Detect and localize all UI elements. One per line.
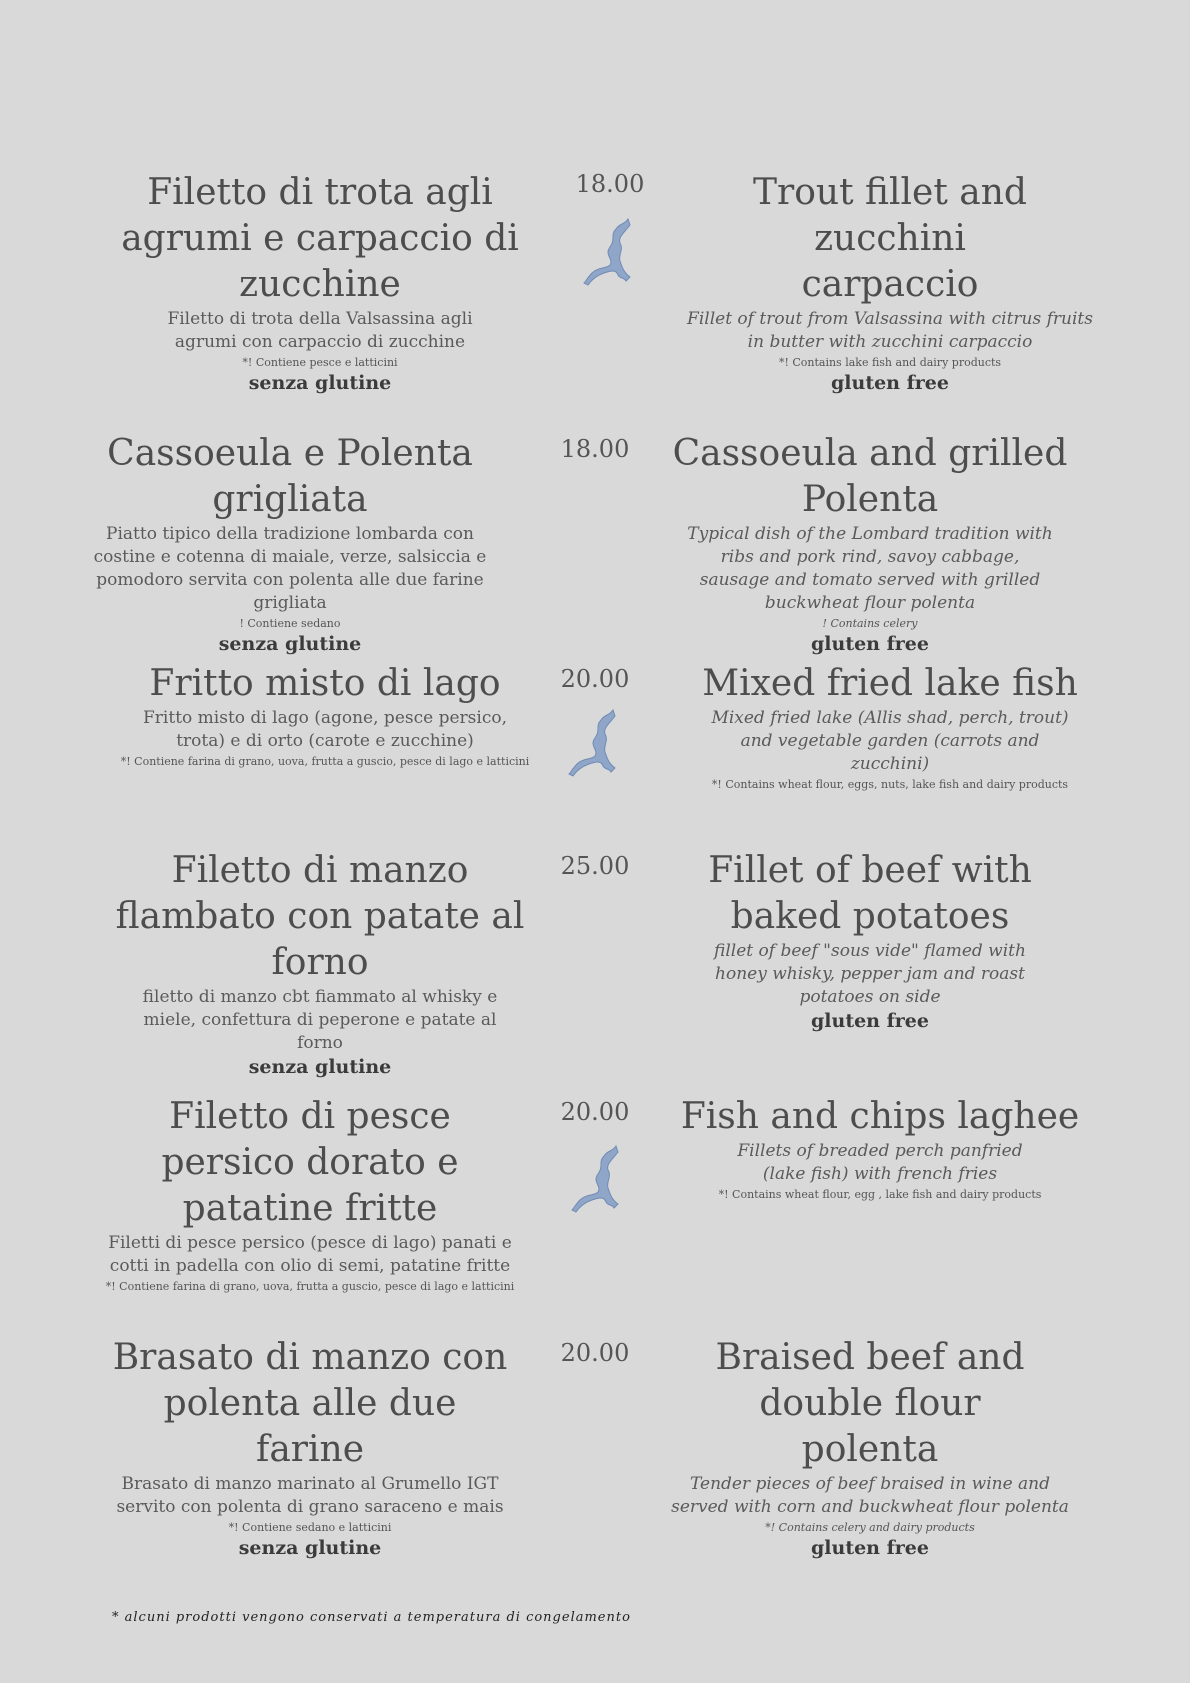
- dish-desc-it: Filetto di trota della Valsassina agli agrumi con carpaccio di zucchine: [167, 309, 473, 352]
- dish-italian: [60, 1094, 560, 1295]
- dish-italian: [60, 1335, 560, 1560]
- lake-icon: [568, 1142, 628, 1214]
- dish-price: 18.00: [560, 435, 630, 463]
- gluten-free-label-en: gluten free: [811, 633, 929, 655]
- gluten-free-label-en: gluten free: [831, 372, 949, 394]
- dish-desc-it: Brasato di manzo marinato al Grumello IGT servito con polenta di grano saraceno e mais: [116, 1474, 504, 1517]
- gluten-free-label-it: senza glutine: [248, 372, 392, 394]
- dish-title-it: Filetto di manzo flambato con patate al forno: [115, 850, 525, 983]
- gluten-free-label-it: senza glutine: [238, 1537, 382, 1559]
- dish-title-en: Mixed fried lake fish: [702, 663, 1078, 704]
- dish-title-it: Cassoeula e Polenta grigliata: [107, 433, 473, 520]
- dish-desc-it: Fritto misto di lago (agone, pesce persico, trota) e di orto (carote e zucchine): [143, 708, 507, 751]
- gluten-free-label-it: senza glutine: [218, 633, 362, 655]
- dish-price: 20.00: [560, 1339, 630, 1367]
- dish-price: 20.00: [560, 1098, 630, 1126]
- dish-desc-en: fillet of beef "sous vide" flamed with honey whisky, pepper jam and roast potatoes on side: [714, 941, 1026, 1007]
- dish-price: 18.00: [575, 170, 645, 198]
- dish-title-it: Fritto misto di lago: [149, 663, 501, 704]
- dish-desc-it: filetto di manzo cbt fiammato al whisky e miele, confettura di peperone e patate al forno: [142, 987, 498, 1053]
- dish-title-it: Filetto di pesce persico dorato e patatine fritte: [161, 1096, 459, 1229]
- dish-desc-en: Fillets of breaded perch panfried (lake fish) with french fries: [737, 1141, 1023, 1184]
- dish-title-it: Filetto di trota agli agrumi e carpaccio di zucchine: [121, 172, 519, 305]
- allergen-note-en: *! Contains wheat flour, egg , lake fish and dairy products: [718, 1188, 1042, 1201]
- allergen-note-en: *! Contains wheat flour, eggs, nuts, lake fish and dairy products: [711, 778, 1069, 791]
- allergen-note-it: ! Contiene sedano: [239, 617, 341, 630]
- allergen-note-it: *! Contiene farina di grano, uova, frutta a guscio, pesce di lago e latticini: [105, 1280, 515, 1293]
- allergen-note-it: *! Contiene pesce e latticini: [242, 356, 398, 369]
- dish-desc-en: Tender pieces of beef braised in wine and served with corn and buckwheat flour polenta: [671, 1474, 1069, 1517]
- gluten-free-label-it: senza glutine: [248, 1056, 392, 1078]
- dish-desc-en: Fillet of trout from Valsassina with citrus fruits in butter with zucchini carpaccio: [687, 309, 1093, 352]
- dish-english: [680, 661, 1100, 793]
- allergen-note-it: *! Contiene farina di grano, uova, frutta a guscio, pesce di lago e latticini: [120, 755, 530, 768]
- gluten-free-label-en: gluten free: [811, 1537, 929, 1559]
- dish-desc-en: Typical dish of the Lombard tradition with ribs and pork rind, savoy cabbage, sausage and tomato served with grilled buckwheat flour polenta: [687, 524, 1053, 613]
- dish-italian: [60, 848, 580, 1079]
- dish-english: [660, 431, 1080, 656]
- dish-price: 20.00: [560, 665, 630, 693]
- dish-desc-it: Filetti di pesce persico (pesce di lago) panati e cotti in padella con olio di semi, patatine fritte: [108, 1233, 512, 1276]
- allergen-note-en: ! Contains celery: [822, 617, 918, 630]
- dish-title-it: Brasato di manzo con polenta alle due farine: [112, 1337, 508, 1470]
- dish-italian: [60, 661, 590, 770]
- dish-title-en: Fish and chips laghee: [680, 1096, 1080, 1137]
- dish-english: [680, 170, 1100, 395]
- allergen-note-en: *! Contains lake fish and dairy products: [778, 356, 1002, 369]
- lake-icon: [565, 706, 625, 778]
- lake-icon: [580, 215, 640, 287]
- dish-title-en: Trout fillet and zucchini carpaccio: [753, 172, 1027, 305]
- dish-title-en: Fillet of beef with baked potatoes: [708, 850, 1032, 937]
- dish-title-en: Cassoeula and grilled Polenta: [672, 433, 1068, 520]
- dish-english: [670, 848, 1070, 1033]
- dish-desc-it: Piatto tipico della tradizione lombarda con costine e cotenna di maiale, verze, salsiccia e pomodoro servita con polenta alle due farine grigliata: [93, 524, 487, 613]
- footnote: * alcuni prodotti vengono conservati a temperatura di congelamento: [112, 1610, 631, 1625]
- dish-desc-en: Mixed fried lake (Allis shad, perch, trout) and vegetable garden (carrots and zucchini): [711, 708, 1069, 774]
- dish-title-en: Braised beef and double flour polenta: [715, 1337, 1025, 1470]
- dish-english: [670, 1335, 1070, 1560]
- dish-price: 25.00: [560, 852, 630, 880]
- dish-english: [670, 1094, 1090, 1203]
- dish-italian: [60, 170, 580, 395]
- gluten-free-label-en: gluten free: [811, 1010, 929, 1032]
- dish-italian: [40, 431, 540, 656]
- allergen-note-it: *! Contiene sedano e latticini: [228, 1521, 392, 1534]
- allergen-note-en: *! Contains celery and dairy products: [765, 1521, 975, 1534]
